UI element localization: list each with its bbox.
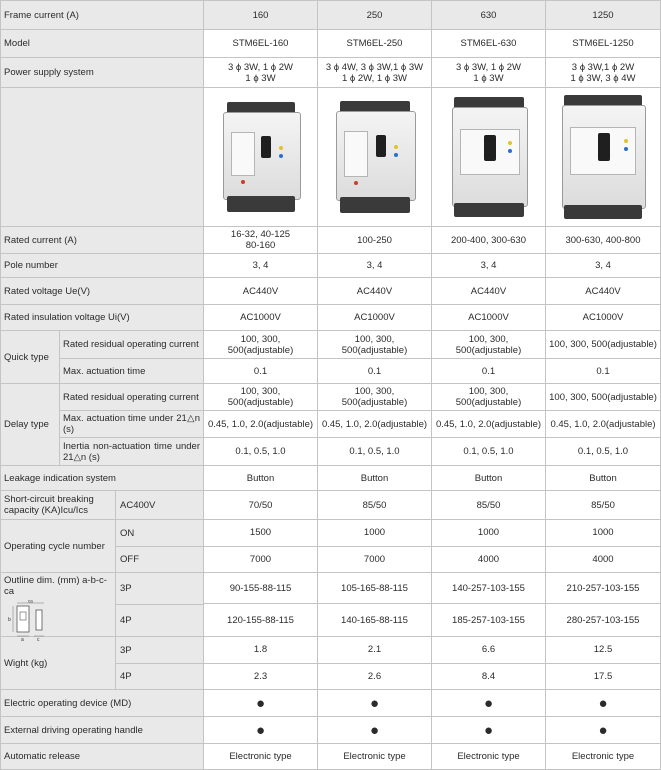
outline-sketch [4, 600, 48, 642]
external-handle-dot: ● [432, 717, 546, 744]
outline-4p-value: 140-165-88-115 [318, 604, 432, 637]
model-value: STM6EL-250 [318, 30, 432, 58]
quick-type-residual-row [1, 331, 661, 359]
operating-cycle-cell [1, 520, 204, 573]
delay-type-inertia-row [1, 438, 661, 466]
rated-current-value: 200-400, 300-630 [432, 227, 546, 254]
electric-operating-dot: ● [204, 690, 318, 717]
model-label: Model [1, 30, 204, 58]
external-handle-dot: ● [546, 717, 661, 744]
breaker-250-drawing [334, 101, 416, 213]
breaker-image-160 [204, 88, 318, 227]
quick-residual-value: 100, 300, 500(adjustable) [546, 331, 661, 359]
sketch-ca: ca [28, 598, 33, 604]
short-circuit-sub: AC400V [115, 491, 203, 519]
pole-number-value: 3, 4 [546, 254, 661, 278]
delay-residual-value: 100, 300, 500(adjustable) [318, 384, 432, 411]
rated-voltage-row [1, 278, 661, 305]
delay-type-residual-row [1, 384, 661, 411]
rated-voltage-value: AC440V [432, 278, 546, 305]
rated-insulation-label: Rated insulation voltage Ui(V) [1, 305, 204, 331]
electric-operating-dot: ● [546, 690, 661, 717]
weight-3p-value: 2.1 [318, 637, 432, 664]
delay-inertia-value: 0.1, 0.5, 1.0 [432, 438, 546, 466]
delay-residual-label: Rated residual operating current [60, 384, 204, 411]
outline-3p-row [1, 573, 661, 604]
rated-voltage-value: AC440V [204, 278, 318, 305]
electric-operating-label: Electric operating device (MD) [1, 690, 204, 717]
auto-release-row [1, 744, 661, 770]
weight-3p-value: 1.8 [204, 637, 318, 664]
operating-cycle-on-value: 1500 [204, 520, 318, 547]
power-supply-value: 3 ϕ 3W, 1 ϕ 2W 1 ϕ 3W [432, 58, 546, 88]
electric-operating-row [1, 690, 661, 717]
weight-4p-value: 2.3 [204, 663, 318, 690]
model-value: STM6EL-1250 [546, 30, 661, 58]
operating-cycle-on-value: 1000 [432, 520, 546, 547]
pole-number-value: 3, 4 [318, 254, 432, 278]
leakage-value: Button [546, 466, 661, 491]
sketch-a: a [21, 637, 24, 643]
rated-voltage-value: AC440V [546, 278, 661, 305]
frame-current-1250: 1250 [546, 1, 661, 30]
breaker-630-drawing [450, 97, 528, 217]
short-circuit-value: 85/50 [432, 491, 546, 520]
quick-maxtime-value: 0.1 [204, 359, 318, 384]
external-handle-dot: ● [318, 717, 432, 744]
short-circuit-cell [1, 491, 204, 520]
frame-current-250: 250 [318, 1, 432, 30]
model-value: STM6EL-160 [204, 30, 318, 58]
rated-voltage-value: AC440V [318, 278, 432, 305]
auto-release-value: Electronic type [432, 744, 546, 770]
operating-cycle-label: Operating cycle number [4, 540, 105, 552]
electric-operating-dot: ● [432, 690, 546, 717]
weight-4p-value: 8.4 [432, 663, 546, 690]
weight-label: Wight (kg) [4, 657, 48, 669]
auto-release-value: Electronic type [204, 744, 318, 770]
frame-current-label: Frame current (A) [1, 1, 204, 30]
quick-maxtime-value: 0.1 [546, 359, 661, 384]
weight-3p-value: 12.5 [546, 637, 661, 664]
quick-maxtime-value: 0.1 [318, 359, 432, 384]
quick-residual-value: 100, 300, 500(adjustable) [432, 331, 546, 359]
operating-cycle-off-value: 4000 [546, 546, 661, 573]
delay-residual-value: 100, 300, 500(adjustable) [204, 384, 318, 411]
auto-release-value: Electronic type [318, 744, 432, 770]
outline-3p-value: 105-165-88-115 [318, 573, 432, 604]
delay-inertia-value: 0.1, 0.5, 1.0 [204, 438, 318, 466]
rated-voltage-label: Rated voltage Ue(V) [1, 278, 204, 305]
external-handle-row [1, 717, 661, 744]
product-image-row [1, 88, 661, 227]
operating-cycle-off-value: 7000 [318, 546, 432, 573]
leakage-row [1, 466, 661, 491]
model-value: STM6EL-630 [432, 30, 546, 58]
weight-cell [1, 637, 204, 690]
quick-maxtime-label: Max. actuation time [60, 359, 204, 384]
leakage-value: Button [318, 466, 432, 491]
electric-operating-dot: ● [318, 690, 432, 717]
operating-cycle-on-value: 1000 [318, 520, 432, 547]
outline-4p-value: 280-257-103-155 [546, 604, 661, 637]
quick-residual-value: 100, 300, 500(adjustable) [204, 331, 318, 359]
leakage-label: Leakage indication system [1, 466, 204, 491]
operating-cycle-off-value: 4000 [432, 546, 546, 573]
rated-insulation-value: AC1000V [432, 305, 546, 331]
weight-4p-value: 17.5 [546, 663, 661, 690]
rated-current-row [1, 227, 661, 254]
header-row [1, 1, 661, 30]
operating-cycle-on-value: 1000 [546, 520, 661, 547]
pole-number-value: 3, 4 [204, 254, 318, 278]
auto-release-label: Automatic release [1, 744, 204, 770]
rated-current-label: Rated current (A) [1, 227, 204, 254]
weight-3p-row [1, 637, 661, 664]
outline-cell [1, 573, 204, 643]
power-supply-value: 3 ϕ 4W, 3 ϕ 3W,1 ϕ 3W 1 ϕ 2W, 1 ϕ 3W [318, 58, 432, 88]
leakage-value: Button [432, 466, 546, 491]
weight-4p-label: 4P [120, 671, 132, 682]
rated-current-value: 100-250 [318, 227, 432, 254]
short-circuit-label: Short-circuit breaking capacity (KA)Icu/Ics [4, 494, 94, 516]
outline-4p-label: 4P [120, 615, 132, 626]
operating-cycle-off-value: 7000 [204, 546, 318, 573]
outline-4p-value: 120-155-88-115 [204, 604, 318, 637]
sketch-c: c [37, 637, 40, 643]
delay-maxtime-value: 0.45, 1.0, 2.0(adjustable) [432, 411, 546, 438]
short-circuit-value: 70/50 [204, 491, 318, 520]
outline-3p-label: 3P [116, 573, 203, 605]
rated-current-value: 16-32, 40-125 80-160 [204, 227, 318, 254]
delay-inertia-label: Inertia non-actuation time under 21△n (s) [60, 438, 204, 466]
quick-type-label: Quick type [1, 331, 60, 384]
outline-3p-value: 90-155-88-115 [204, 573, 318, 604]
operating-cycle-off-label: OFF [120, 554, 139, 565]
external-handle-label: External driving operating handle [1, 717, 204, 744]
delay-type-label: Delay type [1, 384, 60, 466]
power-supply-row [1, 58, 661, 88]
weight-4p-value: 2.6 [318, 663, 432, 690]
delay-maxtime-value: 0.45, 1.0, 2.0(adjustable) [546, 411, 661, 438]
breaker-image-630 [432, 88, 546, 227]
delay-residual-value: 100, 300, 500(adjustable) [546, 384, 661, 411]
power-supply-value: 3 ϕ 3W,1 ϕ 2W 1 ϕ 3W, 3 ϕ 4W [546, 58, 661, 88]
delay-type-maxtime-row [1, 411, 661, 438]
breaker-160-drawing [221, 102, 301, 212]
outline-dimension-diagram [4, 600, 50, 642]
breaker-image-250 [318, 88, 432, 227]
pole-number-value: 3, 4 [432, 254, 546, 278]
sketch-b: b [8, 617, 11, 623]
quick-residual-value: 100, 300, 500(adjustable) [318, 331, 432, 359]
power-supply-value: 3 ϕ 3W, 1 ϕ 2W 1 ϕ 3W [204, 58, 318, 88]
operating-cycle-on-row [1, 520, 661, 547]
outline-label: Outline dim. (mm) a-b-c-ca [4, 575, 107, 597]
outline-4p-value: 185-257-103-155 [432, 604, 546, 637]
rated-insulation-value: AC1000V [204, 305, 318, 331]
power-supply-label: Power supply system [1, 58, 204, 88]
delay-maxtime-value: 0.45, 1.0, 2.0(adjustable) [204, 411, 318, 438]
weight-3p-value: 6.6 [432, 637, 546, 664]
breaker-image-1250 [546, 88, 661, 227]
model-row [1, 30, 661, 58]
delay-maxtime-value: 0.45, 1.0, 2.0(adjustable) [318, 411, 432, 438]
frame-current-160: 160 [204, 1, 318, 30]
frame-current-630: 630 [432, 1, 546, 30]
delay-residual-value: 100, 300, 500(adjustable) [432, 384, 546, 411]
auto-release-value: Electronic type [546, 744, 661, 770]
short-circuit-value: 85/50 [546, 491, 661, 520]
leakage-value: Button [204, 466, 318, 491]
pole-number-label: Pole number [1, 254, 204, 278]
short-circuit-row [1, 491, 661, 520]
rated-insulation-value: AC1000V [318, 305, 432, 331]
external-handle-dot: ● [204, 717, 318, 744]
quick-maxtime-value: 0.1 [432, 359, 546, 384]
operating-cycle-on-label: ON [116, 520, 203, 547]
rated-insulation-row [1, 305, 661, 331]
weight-3p-label: 3P [116, 637, 203, 664]
short-circuit-value: 85/50 [318, 491, 432, 520]
pole-number-row [1, 254, 661, 278]
breaker-1250-drawing [560, 95, 646, 219]
delay-inertia-value: 0.1, 0.5, 1.0 [318, 438, 432, 466]
quick-type-maxtime-row [1, 359, 661, 384]
quick-residual-label: Rated residual operating current [60, 331, 204, 359]
outline-3p-value: 210-257-103-155 [546, 573, 661, 604]
outline-3p-value: 140-257-103-155 [432, 573, 546, 604]
rated-insulation-value: AC1000V [546, 305, 661, 331]
rated-current-value: 300-630, 400-800 [546, 227, 661, 254]
delay-maxtime-label: Max. actuation time under 21△n (s) [60, 411, 204, 438]
delay-inertia-value: 0.1, 0.5, 1.0 [546, 438, 661, 466]
product-image-label-cell [1, 88, 204, 227]
